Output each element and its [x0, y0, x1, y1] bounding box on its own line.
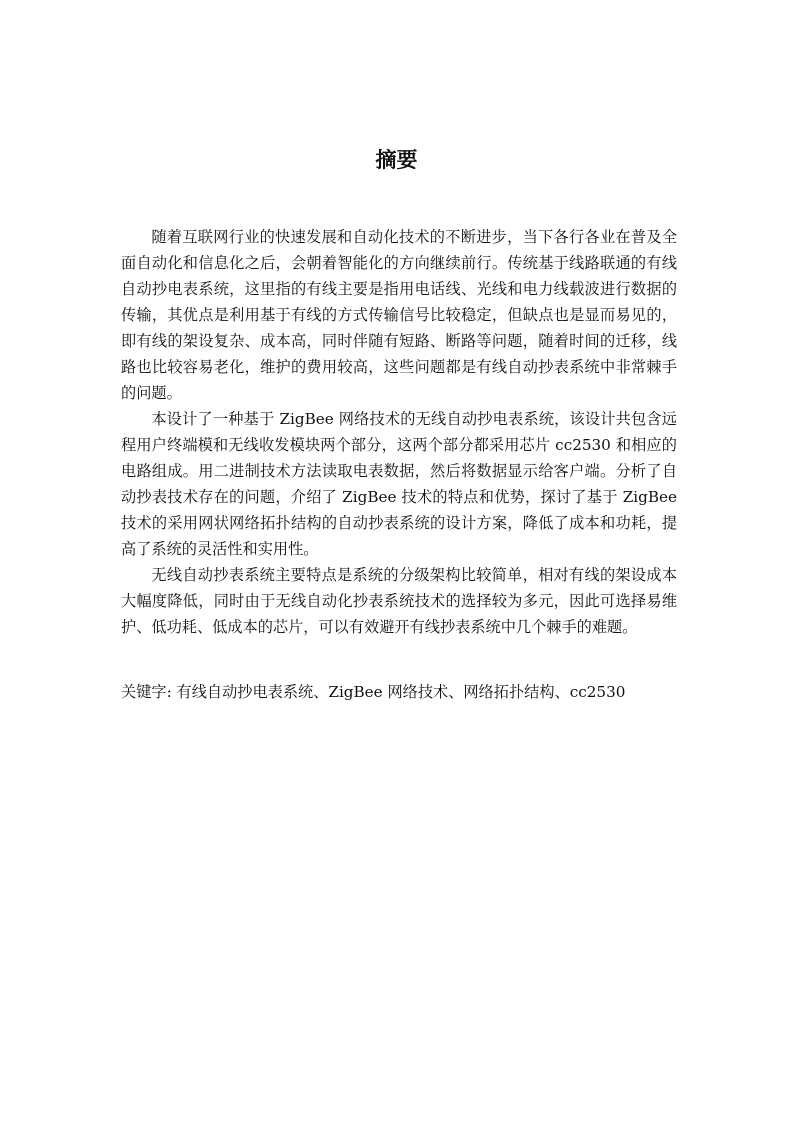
keywords-line: [121, 679, 677, 705]
abstract-paragraph-1: 随着互联网行业的快速发展和自动化技术的不断进步，当下各行各业在普及全面自动化和信息化之后，会朝着智能化的方向继续前行。传统基于线路联通的有线自动抄电表系统，这里指的有线主要是指用电话线、光线和电力线载波进行数据的传输，其优点是利用基于有线的方式传输信号比较稳定，但缺点也是显而易见的，即有线的架设复杂、成本高，同时伴随有短路、断路等问题，随着时间的迁移，线路也比较容易老化，维护的费用较高，这些问题都是有线自动抄表系统中非常棘手的问题。: [121, 228, 677, 402]
keywords-value: 有线自动抄电表系统、ZigBee 网络技术、网络拓扑结构、cc2530: [176, 683, 626, 701]
abstract-title: 摘要: [375, 148, 418, 172]
abstract-body: [121, 224, 677, 640]
abstract-paragraph-2: 本设计了一种基于 ZigBee 网络技术的无线自动抄电表系统，该设计共包含远程用户终端模和无线收发模块两个部分，这两个部分都采用芯片 cc2530 和相应的电路组成。用二进制技术方法读取电表数据，然后将数据显示给客户端。分析了自动抄表技术存在的问题，介绍了 ZigBee 技术的特点和优势，探讨了基于 ZigBee 技术的采用网状网络拓扑结构的自动抄表系统的设计方案，降低了成本和功耗，提高了系统的灵活性和实用性。: [121, 410, 677, 558]
abstract-paragraph-3: 无线自动抄表系统主要特点是系统的分级架构比较简单，相对有线的架设成本大幅度降低，同时由于无线自动化抄表系统技术的选择较为多元，因此可选择易维护、低功耗、低成本的芯片，可以有效避开有线抄表系统中几个棘手的难题。: [121, 566, 677, 636]
keywords-label: 关键字:: [121, 683, 177, 701]
